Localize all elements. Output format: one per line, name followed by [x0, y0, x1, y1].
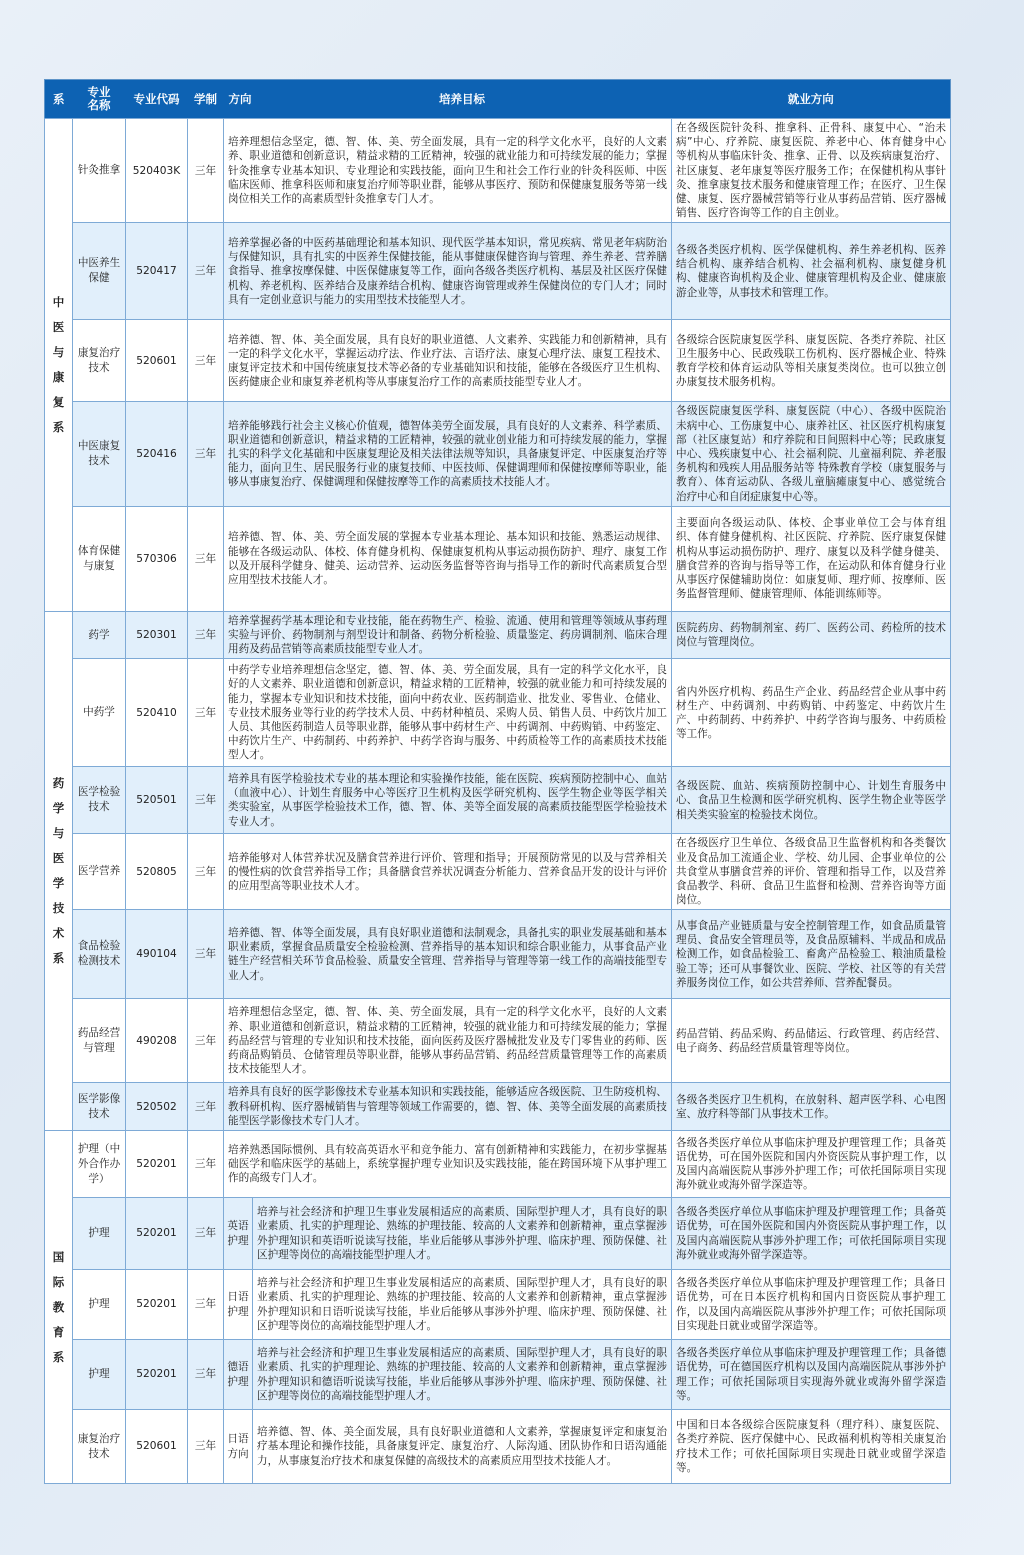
major-duration: 三年 [188, 223, 224, 320]
training-goal: 培养能够践行社会主义核心价值观，德智体美劳全面发展，具有良好的人文素养、科学素质、职业道德和创新意识，精益求精的工匠精神，较强的就业创业能力和可持续发展的能力，掌握扎实的科学文化基础和中医康复理论及相关法律法规等知识，具备康复评定、中医康复治疗等能力，面向卫生、居民服务行业的康复技师、中医技师、保健调理师和保健按摩师等职业，能够从事康复治疗、保健调理和保健按摩等工作的高素质技术技能人才。 [224, 402, 672, 506]
header-code: 专业代码 [126, 80, 188, 119]
training-goal: 培养具有良好的医学影像技术专业基本知识和实践技能，能够适应各级医院、卫生防疫机构、教科研机构、医疗器械销售与管理等领域工作需要的，德、智、体、美等全面发展的高素质技能型医学影像技术专门人才。 [224, 1083, 672, 1131]
major-code: 520201 [126, 1198, 188, 1270]
employment-direction: 中国和日本各级综合医院康复科（理疗科）、康复医院、各类疗养院、医疗保健中心、民政福利机构等相关康复治疗技术工作；可依托国际项目实现赴日就业或留学深造等。 [672, 1410, 951, 1484]
major-direction: 德语护理 [224, 1340, 253, 1410]
major-duration: 三年 [188, 1131, 224, 1198]
major-name: 医学影像技术 [73, 1083, 126, 1131]
major-code: 520301 [126, 611, 188, 659]
table-row [45, 1410, 951, 1484]
major-code: 520805 [126, 834, 188, 910]
training-goal: 培养熟悉国际惯例、具有较高英语水平和竞争能力、富有创新精神和实践能力，在初步掌握基础医学和临床医学的基础上，系统掌握护理专业知识及实践技能，能在跨国环境下从事护理工作的高级专门人才。 [224, 1131, 672, 1198]
employment-direction: 在各级医疗卫生单位、各级食品卫生监督机构和各类餐饮业及食品加工流通企业、学校、幼儿园、企事业单位的公共食堂从事膳食营养的评价、管理和指导工作，以及营养食品教学、科研、食品卫生监督和检测、营养咨询等方面岗位。 [672, 834, 951, 910]
employment-direction: 各级各类医疗单位从事临床护理及护理管理工作；具备德语优势，可在德国医疗机构以及国内高端医院从事涉外护理工作；可依托国际项目实现海外就业或海外留学深造等。 [672, 1340, 951, 1410]
major-name: 护理 [73, 1198, 126, 1270]
major-duration: 三年 [188, 1083, 224, 1131]
major-name: 体育保健与康复 [73, 506, 126, 611]
department-cell [45, 1131, 73, 1484]
major-name: 药品经营与管理 [73, 999, 126, 1083]
table-row [45, 1131, 951, 1198]
training-goal: 培养与社会经济和护理卫生事业发展相适应的高素质、国际型护理人才，具有良好的职业素质、扎实的护理理论、熟练的护理技能、较高的人文素养和创新精神，重点掌握涉外护理知识和德语听说读写技能，毕业后能够从事涉外护理、临床护理、预防保健、社区护理等岗位的高端技能型护理人才。 [253, 1340, 672, 1410]
major-name: 中药学 [73, 659, 126, 767]
table-row [45, 1340, 951, 1410]
table-row [45, 611, 951, 659]
employment-direction: 各级各类医疗单位从事临床护理及护理管理工作；具备英语优势，可在国外医院和国内外资医院从事护理工作，以及国内高端医院从事涉外护理工作；可依托国际项目实现海外就业或海外留学深造等。 [672, 1131, 951, 1198]
employment-direction: 各级医院、血站、疾病预防控制中心、计划生育服务中心、食品卫生检测和医学研究机构、医学生物企业等医学相关类实验室的检验技术岗位。 [672, 767, 951, 834]
table-row [45, 1083, 951, 1131]
major-code: 520502 [126, 1083, 188, 1131]
training-goal: 培养理想信念坚定，德、智、体、美、劳全面发展，具有一定的科学文化水平，良好的人文素养、职业道德和创新意识，精益求精的工匠精神，较强的就业能力和可持续发展的能力；掌握药品经营与管理的专业知识和技术技能，面向医药及医疗器械批发业及专门零售业的药师、医药商品购销员、仓储管理员等职业群，能够从事药品营销、药品经营质量管理等工作的高素质技术技能型人才。 [224, 999, 672, 1083]
major-direction: 日语方向 [224, 1410, 253, 1484]
training-goal: 培养掌握必备的中医药基础理论和基本知识、现代医学基本知识，常见疾病、常见老年病防治与保健知识，具有扎实的中医养生保健技能，能从事健康保健咨询与管理、养生养老、营养膳食指导、推拿按摩保健、中医保健康复等工作，面向各级各类医疗机构、基层及社区医疗保健机构、养老机构、医养结合及康养结合机构、健康咨询管理或养生保健岗位的专门人才；同时具有一定创业意识与能力的实用型技术技能型人才。 [224, 223, 672, 320]
major-code: 520201 [126, 1270, 188, 1340]
training-goal: 培养具有医学检验技术专业的基本理论和实验操作技能，能在医院、疾病预防控制中心、血站（血液中心）、计划生育服务中心等医疗卫生机构及医学研究机构、医学生物企业等医学相关类实验室，从事医学检验技术工作，德、智、体、美等全面发展的高素质技能型医学检验技术专业人才。 [224, 767, 672, 834]
major-name: 护理（中外合作办学） [73, 1131, 126, 1198]
training-goal: 培养理想信念坚定，德、智、体、美、劳全面发展，具有一定的科学文化水平，良好的人文素养、职业道德和创新意识，精益求精的工匠精神，较强的就业能力和可持续发展的能力；掌握针灸推拿专业基本知识、专业理论和实践技能，面向卫生和社会工作行业的针灸科医师、中医临床医师、推拿科医师和康复治疗师等职业群，能够从事医疗、预防和保健康复服务等第一线岗位相关工作的高素质型针灸推拿专门人才。 [224, 119, 672, 223]
employment-direction: 各级各类医疗机构、医学保健机构、养生养老机构、医养结合机构、康养结合机构、社会福利机构、康复健身机构、健康咨询机构及企业、健康管理机构及企业、健康旅游企业等，从事技术和管理工作。 [672, 223, 951, 320]
department-name: 中医与康复系 [52, 294, 65, 434]
header-department: 系 [45, 80, 73, 119]
table-row [45, 910, 951, 999]
employment-direction: 从事食品产业链质量与安全控制管理工作，如食品质量管理员、食品安全管理员等，及食品原辅料、半成品和成品检测工作，如食品检验工、畜禽产品检验工、粮油质量检验工等；还可从事餐饮业、医院、学校、社区等的有关营养服务岗位工作，如公共营养师、营养配餐员。 [672, 910, 951, 999]
table-row [45, 402, 951, 506]
major-name: 食品检验检测技术 [73, 910, 126, 999]
employment-direction: 主要面向各级运动队、体校、企事业单位工会与体育组织、体育健身健机构、社区医院、疗养院、医疗康复保健机构从事运动损伤防护、理疗、康复以及科学健身健美、膳食营养的咨询与指导等工作，在运动队和体育健身行业从事医疗保健辅助岗位：如康复师、理疗师、按摩师、医务监督管理师、健康管理师、体能训练师等。 [672, 506, 951, 611]
major-name: 医学营养 [73, 834, 126, 910]
major-code: 490104 [126, 910, 188, 999]
employment-direction: 各级各类医疗单位从事临床护理及护理管理工作；具备英语优势，可在国外医院和国内外资医院从事护理工作，以及国内高端医院从事涉外护理工作；可依托国际项目实现海外就业或海外留学深造等。 [672, 1198, 951, 1270]
major-name: 针灸推拿 [73, 119, 126, 223]
training-goal: 培养掌握药学基本理论和专业技能，能在药物生产、检验、流通、使用和管理等领域从事药理实验与评价、药物制剂与剂型设计和制备、药物分析检验、质量鉴定、药房调制剂、临床合理用药及药品营销等高素质技能型专业人才。 [224, 611, 672, 659]
department-name: 国际教育系 [52, 1249, 65, 1364]
major-name: 中医养生保健 [73, 223, 126, 320]
major-name: 中医康复技术 [73, 402, 126, 506]
training-goal: 培养能够对人体营养状况及膳食营养进行评价、管理和指导；开展预防常见的以及与营养相关的慢性病的饮食营养指导工作；具备膳食营养状况调查分析能力、营养食品开发的设计与评价的应用型高等职业技术人才。 [224, 834, 672, 910]
table-row [45, 320, 951, 402]
department-cell [45, 119, 73, 612]
employment-direction: 各级综合医院康复医学科、康复医院、各类疗养院、社区卫生服务中心、民政残联工伤机构、医疗器械企业、特殊教育学校和体育运动队等相关康复类岗位。也可以独立创办康复技术服务机构。 [672, 320, 951, 402]
table-row [45, 119, 951, 223]
major-duration: 三年 [188, 506, 224, 611]
major-name: 药学 [73, 611, 126, 659]
major-code: 520201 [126, 1340, 188, 1410]
training-goal: 培养德、智、体、美全面发展，具有良好的职业道德、人文素养、实践能力和创新精神，具有一定的科学文化水平，掌握运动疗法、作业疗法、言语疗法、康复心理疗法、康复工程技术、康复评定技术和中国传统康复技术等必备的专业基础知识和技能，能够在各级医疗卫生机构、医药健康企业和康复养老机构等从事康复治疗工作的高素质技能型专业人才。 [224, 320, 672, 402]
major-code: 520417 [126, 223, 188, 320]
employment-direction: 各级各类医疗卫生机构，在放射科、超声医学科、心电图室、放疗科等部门从事技术工作。 [672, 1083, 951, 1131]
training-goal: 中药学专业培养理想信念坚定，德、智、体、美、劳全面发展，具有一定的科学文化水平，良好的人文素养、职业道德和创新意识，精益求精的工匠精神，较强的就业能力和可持续发展的能力，掌握本专业知识和技术技能，面向中药农业、医药制造业、批发业、零售业、仓储业、专业技术服务业等行业的药学技术人员、中药材种植员、采购人员、销售人员、中药饮片加工人员、其他医药制造人员等职业群，能够从事中药材生产、中药调剂、中药购销、中药鉴定、中药饮片生产、中药制药、中药养护、中药学咨询与服务、中药质检等工作的高素质技术技能型人才。 [224, 659, 672, 767]
major-direction: 日语护理 [224, 1270, 253, 1340]
majors-table-container [44, 79, 950, 1484]
major-duration: 三年 [188, 1410, 224, 1484]
major-duration: 三年 [188, 767, 224, 834]
table-row [45, 223, 951, 320]
table-header-row [45, 80, 951, 119]
major-duration: 三年 [188, 1198, 224, 1270]
table-body [45, 119, 951, 1484]
header-duration: 学制 [188, 80, 224, 119]
major-duration: 三年 [188, 611, 224, 659]
table-row [45, 767, 951, 834]
major-name: 护理 [73, 1270, 126, 1340]
training-goal: 培养与社会经济和护理卫生事业发展相适应的高素质、国际型护理人才，具有良好的职业素质、扎实的护理理论、熟练的护理技能、较高的人文素养和创新精神，重点掌握涉外护理知识和日语听说读写技能，毕业后能够从事涉外护理、临床护理、预防保健、社区护理等岗位的高端技能型护理人才。 [253, 1270, 672, 1340]
table-row [45, 506, 951, 611]
major-duration: 三年 [188, 910, 224, 999]
header-major-name: 专业 名称 [73, 80, 126, 119]
major-code: 520501 [126, 767, 188, 834]
major-code: 520601 [126, 320, 188, 402]
employment-direction: 省内外医疗机构、药品生产企业、药品经营企业从事中药材生产、中药调剂、中药购销、中药鉴定、中药饮片生产、中药制药、中药养护、中药学咨询与服务、中药质检等工作。 [672, 659, 951, 767]
employment-direction: 医院药房、药物制剂室、药厂、医药公司、药检所的技术岗位与管理岗位。 [672, 611, 951, 659]
employment-direction: 在各级医院针灸科、推拿科、正骨科、康复中心、“治未病”中心、疗养院、康复医院、养老中心、体育健身中心等机构从事临床针灸、推拿、正骨、以及疾病康复治疗、社区康复、老年康复等医疗服务工作；在保健机构从事针灸、推拿康复技术服务和健康管理工作；在医疗、卫生保健、康复、医疗器械营销等行业从事药品营销、医疗器械销售、医疗咨询等工作的自主创业。 [672, 119, 951, 223]
major-code: 570306 [126, 506, 188, 611]
training-goal: 培养与社会经济和护理卫生事业发展相适应的高素质、国际型护理人才，具有良好的职业素质、扎实的护理理论、熟练的护理技能、较高的人文素养和创新精神，重点掌握涉外护理知识和英语听说读写技能，毕业后能够从事涉外护理、临床护理、预防保健、社区护理等岗位的高端技能型护理人才。 [253, 1198, 672, 1270]
training-goal: 培养德、智、体等全面发展，具有良好职业道德和法制观念，具备扎实的职业发展基础和基本职业素质，掌握食品质量安全检验检测、营养指导的基本知识和综合职业能力，从事食品产业链生产经营相关环节食品检验、质量安全管理、营养指导与管理等第一线工作的高端技能型专业人才。 [224, 910, 672, 999]
major-duration: 三年 [188, 834, 224, 910]
department-cell [45, 611, 73, 1130]
major-name: 医学检验技术 [73, 767, 126, 834]
major-name: 康复治疗技术 [73, 1410, 126, 1484]
major-code: 490208 [126, 999, 188, 1083]
training-goal: 培养德、智、体、美全面发展，具有良好职业道德和人文素养，掌握康复评定和康复治疗基本理论和操作技能，具备康复评定、康复治疗、人际沟通、团队协作和日语沟通能力，从事康复治疗技术和康复保健的高级技术的高素质应用型技术技能人才。 [253, 1410, 672, 1484]
majors-table [44, 79, 951, 1484]
header-employment: 就业方向 [672, 80, 951, 119]
major-name: 康复治疗技术 [73, 320, 126, 402]
major-code: 520416 [126, 402, 188, 506]
major-name: 护理 [73, 1340, 126, 1410]
employment-direction: 各级各类医疗单位从事临床护理及护理管理工作；具备日语优势，可在日本医疗机构和国内日资医院从事护理工作，以及国内高端医院从事涉外护理工作；可依托国际项目实现赴日就业或留学深造等。 [672, 1270, 951, 1340]
major-duration: 三年 [188, 402, 224, 506]
major-duration: 三年 [188, 659, 224, 767]
header-direction: 方向 [224, 80, 253, 119]
table-row [45, 834, 951, 910]
major-duration: 三年 [188, 999, 224, 1083]
major-code: 520201 [126, 1131, 188, 1198]
table-row [45, 999, 951, 1083]
department-name: 药学与医学技术系 [52, 775, 65, 965]
major-direction: 英语护理 [224, 1198, 253, 1270]
header-goal: 培养目标 [253, 80, 672, 119]
employment-direction: 药品营销、药品采购、药品储运、行政管理、药店经营、电子商务、药品经营质量管理等岗位。 [672, 999, 951, 1083]
major-duration: 三年 [188, 320, 224, 402]
major-duration: 三年 [188, 1340, 224, 1410]
table-row [45, 1198, 951, 1270]
table-row [45, 659, 951, 767]
major-code: 520601 [126, 1410, 188, 1484]
major-duration: 三年 [188, 119, 224, 223]
major-duration: 三年 [188, 1270, 224, 1340]
table-row [45, 1270, 951, 1340]
employment-direction: 各级医院康复医学科、康复医院（中心）、各级中医院治未病中心、工伤康复中心、康养社区、社区医疗机构康复部（社区康复站）和疗养院和日间照料中心等；民政康复中心、残疾康复中心、社会福利院、儿童福利院、养老服务机构和残疾人用品服务站等 特殊教育学校（康复服务与教育）、体育运动队、各级儿童脑瘫康复中心、感觉统合治疗中心和自闭症康复中心等。 [672, 402, 951, 506]
major-code: 520410 [126, 659, 188, 767]
major-code: 520403K [126, 119, 188, 223]
training-goal: 培养德、智、体、美、劳全面发展的掌握本专业基本理论、基本知识和技能、熟悉运动规律、能够在各级运动队、体校、体育健身机构、保健康复机构从事运动损伤防护、理疗、康复工作以及开展科学健身、健美、运动营养、运动医务监督等咨询与指导工作的新时代高素质复合型应用型技术技能人才。 [224, 506, 672, 611]
